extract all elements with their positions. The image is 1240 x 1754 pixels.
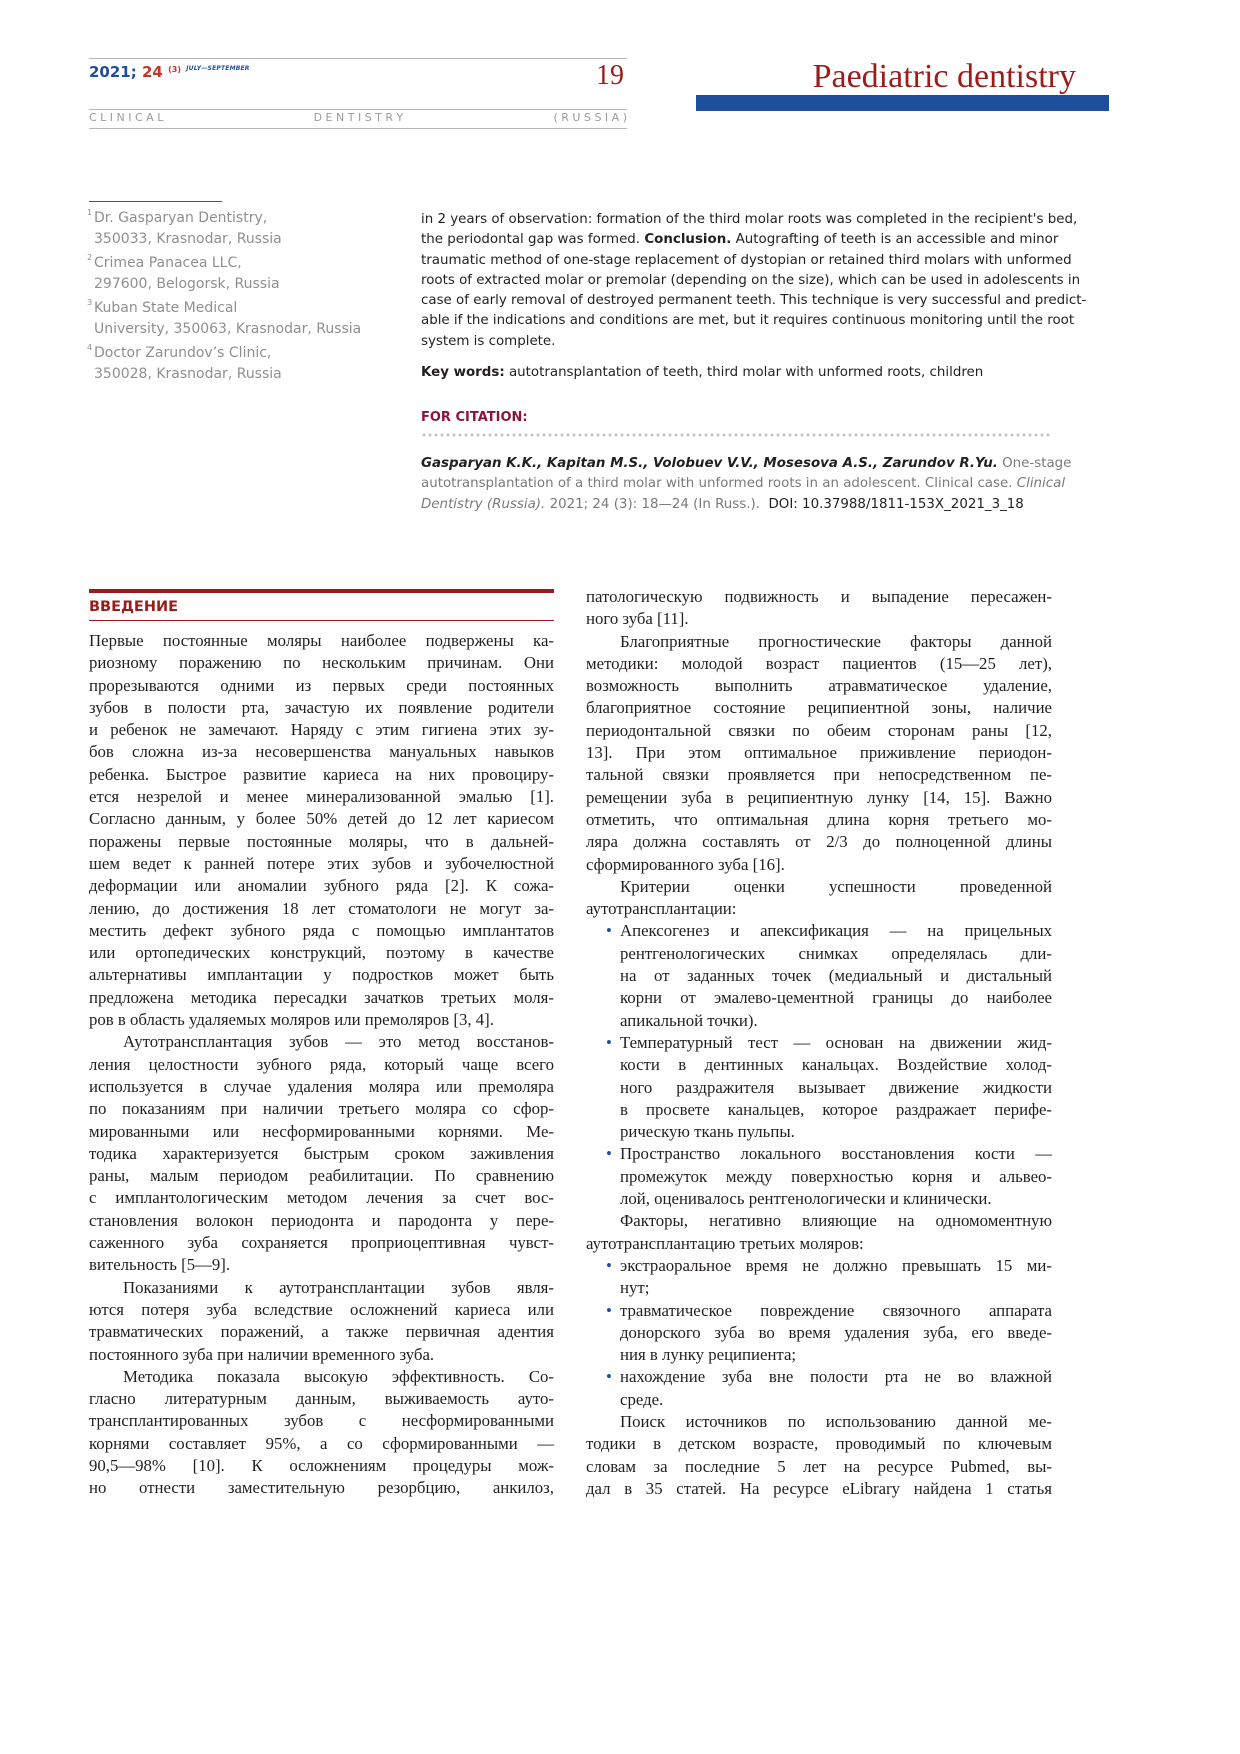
text-line: Первые постоянные моляры наиболее подвержены ка- (89, 631, 554, 650)
text-line: ния в лунку реципиента; (620, 1345, 797, 1365)
text-line: Поиск источников по использованию данной ме- (620, 1411, 1052, 1431)
section-title: Paediatric dentistry (812, 58, 1076, 95)
text-line: но отнести заместительную резорбцию, анкилоз, (89, 1478, 554, 1498)
text-line: словам за последние 5 лет на ресурсе Pubmed, вы- (586, 1456, 1052, 1476)
text-line: вительность [5—9]. (89, 1255, 231, 1275)
affiliation-line: 297600, Belogorsk, Russia (94, 275, 280, 292)
affiliation-1 (87, 208, 387, 249)
citation-line (421, 474, 1066, 494)
affiliation-number: 4 (87, 343, 93, 352)
affiliation-number: 3 (87, 298, 93, 307)
text-line: • экстраоральное время не должно превышать 15 ми- (586, 1255, 1052, 1277)
affiliation-3 (87, 298, 387, 339)
citation-authors: Gasparyan K.K., Kapitan M.S., Volobuev V.V., Mosesova A.S., Zarundov R.Yu. (421, 456, 998, 471)
text-line: • нахождение зуба вне полости рта не во влажной (586, 1366, 1052, 1388)
abstract-line: traumatic method of one-stage replacement of dystopian or retained third molars with unformed (421, 252, 1072, 268)
affiliations-rule (89, 201, 222, 202)
text-line: Благоприятные прогностические факторы данной (620, 631, 1052, 651)
abstract-line: in 2 years of observation: formation of the third molar roots was completed in the recipient's bed, (421, 212, 1078, 227)
header-top-rule (89, 58, 627, 59)
text-line: ляра должна составлять от 2/3 до полноценной длины (586, 832, 1052, 852)
text-line: Факторы, негативно влияющие на одномоментную (620, 1211, 1052, 1231)
section-heading-rule (89, 620, 554, 621)
issue-info (89, 63, 250, 81)
abstract-line: roots of extracted molar or premolar (depending on the size), which can be used in adolescents in (421, 272, 1081, 288)
text-line: отметить, что оптимальная длина корня третьего мо- (586, 809, 1052, 829)
text-line: нут; (620, 1278, 650, 1298)
text-line: 90,5—98% [10]. К осложнениям процедуры мож- (89, 1455, 554, 1475)
affiliation-line: Kuban State Medical (94, 300, 238, 316)
text-line: промежуток между поверхностью корня и альвео- (620, 1166, 1052, 1186)
text-line: дал в 35 статей. На ресурсе eLibrary найдена 1 статья (586, 1478, 1052, 1498)
text-line: или ортопедических конструкций, поэтому в качестве (89, 943, 554, 963)
affiliation-line: University, 350063, Krasnodar, Russia (94, 320, 362, 337)
affiliation-line: 350033, Krasnodar, Russia (94, 230, 282, 247)
text-line: ется незрелой и менее минерализованной эмалью [1]. (89, 787, 554, 807)
citation-line (421, 495, 1061, 515)
abstract-line: system is complete. (421, 333, 556, 349)
text-line: благоприятное состояние реципиентной зоны, наличие (586, 698, 1052, 718)
text-line: периодонтальной связки по обеим сторонам раны [12, (586, 720, 1052, 740)
text-line: лению, до достижения 18 лет стоматологи не могут за- (89, 898, 554, 918)
text-line: местить дефект зубного ряда с помощью имплантатов (89, 920, 554, 940)
text-line: бов сложна из-за несовершенства мануальных навыков (89, 742, 554, 762)
text-line: аутотрансплантации: (586, 899, 737, 919)
journal-name (89, 111, 627, 124)
text-line: ребенка. Быстрое развитие кариеса на них провоциру- (89, 764, 554, 784)
text-line: и ребенок не замечают. Наряду с этим гигиена этих зу- (89, 720, 554, 740)
text-line: лой, оценивалось рентгенологически и клинически. (620, 1189, 992, 1209)
text-line: методики: молодой возраст пациентов (15—25 лет), (586, 653, 1052, 673)
text-line: предложена методика пересадки зачатков третьих моля- (89, 987, 554, 1007)
text-line: гласно литературным данным, выживаемость ауто- (89, 1389, 554, 1409)
abstract-line: able if the indications and conditions are met, but it requires continuous monitoring until the root (421, 313, 1075, 329)
abstract-line: case of early removal of destroyed permanent teeth. This technique is very successful and predict- (421, 293, 1087, 309)
text-line: зубов в полости рта, зачастую их появление родители (89, 697, 554, 717)
section-color-bar (696, 95, 1109, 111)
text-line: возможность выполнить атравматическое удаление, (586, 676, 1052, 696)
text-line: поражены первые постоянные моляры, что в дальней- (89, 831, 554, 851)
text-line: риозному поражению по нескольким причинам. Они (89, 653, 554, 673)
text-line: раны, малым периодом реабилитации. По сравнению (89, 1166, 554, 1186)
citation (421, 454, 1072, 515)
abstract-line (421, 230, 1061, 250)
text-line: альтернативы имплантации у подростков может быть (89, 965, 554, 985)
conclusion-label: Conclusion. (644, 232, 732, 248)
text-line: Согласно данным, у более 50% детей до 12 лет кариесом (89, 809, 554, 829)
text-line: ного раздражителя вызывает движение жидкости (620, 1077, 1052, 1097)
text-line: тодики в детском возрасте, проводимый по ключевым (586, 1434, 1052, 1454)
text-line: • Температурный тест — основан на движении жид- (586, 1032, 1052, 1054)
citation-issue: 2021; 24 (3): 18—24 (In Russ.). (549, 496, 760, 512)
affiliation-line: Dr. Gasparyan Dentistry, (94, 210, 268, 226)
text-line: ного зуба [11]. (586, 609, 689, 629)
text-line: Показаниями к аутотрансплантации зубов явля- (123, 1277, 554, 1297)
keywords-text: autotransplantation of teeth, third molar with unformed roots, children (508, 365, 984, 380)
page-number: 19 (596, 60, 624, 91)
text-line: Методика показала высокую эффективность. Со- (123, 1366, 554, 1386)
dotted-divider (421, 433, 1051, 437)
text-line: аутотрансплантацию третьих моляров: (586, 1233, 864, 1253)
text-line: рическую ткань пульпы. (620, 1122, 795, 1142)
text-line: 13]. При этом оптимальное приживление периодон- (586, 743, 1052, 763)
text-line: донорского зуба во время удаления зуба, его введе- (620, 1322, 1052, 1342)
text-line: на от заданных точек (медиальный и дистальный (620, 966, 1052, 986)
affiliations (87, 208, 387, 388)
issue-volume: 24 (141, 63, 163, 81)
right-column (586, 586, 1052, 1500)
text-line: шем ведет к ранней потере этих зубов и зубочелюстной (89, 853, 554, 873)
text-line: апикальной точки). (620, 1010, 758, 1030)
affiliation-4 (87, 343, 387, 384)
keywords-label: Key words: (421, 365, 505, 380)
text-line: сформированного зуба [16]. (586, 854, 785, 874)
text-line: ров в область удаляемых моляров или премоляров [3, 4]. (89, 1010, 494, 1030)
text-line: по показаниям при наличии третьего моляра со сфор- (89, 1099, 554, 1119)
text-line: трансплантированных зубов с несформированными (89, 1411, 554, 1431)
citation-title: autotransplantation of a third molar with unformed roots in an adolescent. Clinical case. (421, 476, 1013, 492)
text-line: корнями составляет 95%, а со сформированными — (89, 1433, 554, 1453)
affiliation-line: Crimea Panacea LLC, (94, 255, 242, 271)
affiliation-line: 350028, Krasnodar, Russia (94, 365, 282, 382)
text-line: в просвете канальцев, которое раздражает перифе- (620, 1099, 1052, 1119)
abstract-text: Autografting of teeth is an accessible and minor (735, 232, 1059, 248)
text-line: травматических поражений, а также первичная адентия (89, 1322, 554, 1342)
journal-word-3: ( R U S S I A ) (553, 111, 627, 124)
text-line: ются потеря зуба вследствие осложнений кариеса или (89, 1299, 554, 1319)
citation-title: One-stage (1002, 456, 1072, 471)
issue-year: 2021; (89, 63, 137, 81)
affiliation-number: 2 (87, 253, 93, 262)
text-line: • Апексогенез и апексификация — на прицельных (586, 920, 1052, 942)
citation-label: FOR CITATION: (421, 410, 528, 425)
text-line: Критерии оценки успешности проведенной (620, 876, 1052, 896)
issue-number: (3) (168, 65, 181, 74)
section-heading: ВВЕДЕНИЕ (89, 599, 179, 615)
text-line: патологическую подвижность и выпадение пересажен- (586, 587, 1052, 606)
citation-journal: Dentistry (Russia). (421, 496, 546, 512)
text-line: постоянного зуба при наличии временного зуба. (89, 1344, 435, 1364)
text-line: тодика характеризуется быстрым сроком заживления (89, 1143, 554, 1163)
affiliation-line: Doctor Zarundov’s Clinic, (94, 345, 272, 361)
text-line: кости в дентинных канальцах. Воздействие холод- (620, 1055, 1052, 1075)
text-line: корни от эмалево-цементной границы до наиболее (620, 988, 1052, 1008)
journal-word-1: C L I N I C A L (89, 111, 164, 124)
text-line: мированными или несформированными корнями. Ме- (89, 1121, 554, 1141)
text-line: прорезываются одними из первых среди постоянных (89, 675, 554, 695)
text-line: с имплантологическим методом лечения за счет вос- (89, 1188, 554, 1208)
text-line: деформации или аномалии зубного ряда [2]. К сожа- (89, 876, 554, 896)
text-line: используется в случае удаления моляра или премоляра (89, 1076, 554, 1096)
left-column (89, 630, 554, 1500)
text-line: Аутотрансплантация зубов — это метод восстанов- (123, 1032, 554, 1052)
text-line: становления волокон периодонта и пародонта у пере- (89, 1210, 554, 1230)
issue-months: JULY—SEPTEMBER (186, 65, 250, 72)
affiliation-number: 1 (87, 208, 93, 217)
abstract-text: the periodontal gap was formed. (421, 232, 641, 248)
text-line: саженного зуба сохраняется проприоцептивная чувст- (89, 1233, 554, 1253)
section-heading-bar (89, 589, 554, 593)
text-line: ремещении зуба в реципиентную лунку [14, 15]. Важно (586, 787, 1052, 807)
text-line: ления целостности зубного ряда, который чаще всего (89, 1054, 554, 1074)
text-line: • Пространство локального восстановления кости — (586, 1143, 1052, 1165)
affiliation-2 (87, 253, 387, 294)
keywords (421, 365, 983, 380)
text-line: • травматическое повреждение связочного аппарата (586, 1300, 1052, 1322)
text-line: тальной связки проявляется при непосредственном пе- (586, 765, 1052, 785)
header-bottom-rule (89, 128, 627, 129)
citation-doi[interactable]: DOI: 10.37988/1811-153X_2021_3_18 (768, 496, 1024, 512)
journal-word-2: D E N T I S T R Y (313, 111, 404, 124)
citation-journal: Clinical (1016, 476, 1066, 492)
abstract (421, 210, 1087, 352)
text-line: среде. (620, 1389, 664, 1409)
text-line: рентгенологических снимках определялась дли- (620, 943, 1052, 963)
citation-line (421, 454, 1072, 474)
header-mid-rule (89, 109, 627, 110)
